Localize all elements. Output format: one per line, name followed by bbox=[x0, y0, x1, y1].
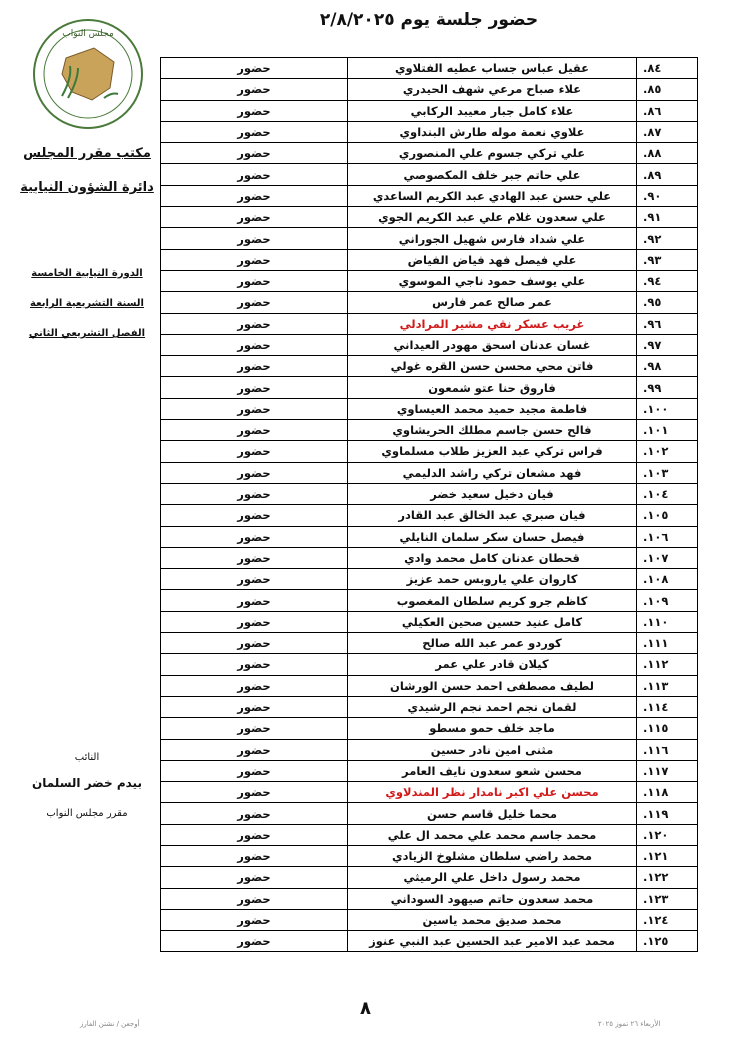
row-number: ٨٥. bbox=[637, 79, 698, 100]
table-row bbox=[161, 760, 698, 781]
attendance-status: حضور bbox=[161, 398, 348, 419]
member-name: علي حسن عبد الهادي عبد الكريم الساعدي bbox=[348, 185, 637, 206]
table-row bbox=[161, 228, 698, 249]
member-name: فهد مشعان تركي راشد الدليمي bbox=[348, 462, 637, 483]
row-number: ٩٦. bbox=[637, 313, 698, 334]
member-name: محمد جاسم محمد علي محمد ال علي bbox=[348, 824, 637, 845]
table-row bbox=[161, 569, 698, 590]
row-number: ١٠٤. bbox=[637, 483, 698, 504]
member-name: قحطان عدنان كامل محمد وادي bbox=[348, 547, 637, 568]
attendance-status: حضور bbox=[161, 505, 348, 526]
table-row bbox=[161, 58, 698, 79]
attendance-status: حضور bbox=[161, 228, 348, 249]
member-name: فراس تركي عبد العزيز طلاب مسلماوي bbox=[348, 441, 637, 462]
table-row bbox=[161, 143, 698, 164]
member-name: فالح حسن جاسم مطلك الحريشاوي bbox=[348, 420, 637, 441]
signer-role: مقرر مجلس النواب bbox=[46, 808, 128, 819]
row-number: ٩٢. bbox=[637, 228, 698, 249]
row-number: ١٠٥. bbox=[637, 505, 698, 526]
attendance-status: حضور bbox=[161, 526, 348, 547]
attendance-status: حضور bbox=[161, 100, 348, 121]
footer-date: الأربعاء ٢٦ تموز ٢٠٢٥ bbox=[598, 1020, 661, 1028]
attendance-status: حضور bbox=[161, 718, 348, 739]
member-name: غريب عسكر نقي مشير المرادلي bbox=[348, 313, 637, 334]
row-number: ٩٧. bbox=[637, 334, 698, 355]
member-name: كيلان قادر علي عمر bbox=[348, 654, 637, 675]
member-name: علي فيصل فهد فياض الفياض bbox=[348, 249, 637, 270]
member-name: عقيل عباس جساب عطيه الفتلاوي bbox=[348, 58, 637, 79]
table-row bbox=[161, 654, 698, 675]
row-number: ٩٨. bbox=[637, 356, 698, 377]
row-number: ١١٠. bbox=[637, 611, 698, 632]
table-row bbox=[161, 888, 698, 909]
row-number: ٨٦. bbox=[637, 100, 698, 121]
member-name: فاطمة مجيد حميد محمد العيساوي bbox=[348, 398, 637, 419]
row-number: ١٠٣. bbox=[637, 462, 698, 483]
logo-text: مجلس النواب bbox=[62, 29, 114, 39]
attendance-status: حضور bbox=[161, 824, 348, 845]
row-number: ٩٥. bbox=[637, 292, 698, 313]
row-number: ١٢٥. bbox=[637, 931, 698, 952]
row-number: ١٠٠. bbox=[637, 398, 698, 419]
table-row bbox=[161, 441, 698, 462]
signer-name: بيدم خضر السلمان bbox=[32, 776, 142, 790]
attendance-status: حضور bbox=[161, 760, 348, 781]
table-row bbox=[161, 909, 698, 930]
table-row bbox=[161, 526, 698, 547]
member-name: علاء كامل جبار معيبد الركابي bbox=[348, 100, 637, 121]
table-row bbox=[161, 931, 698, 952]
row-number: ٩٠. bbox=[637, 185, 698, 206]
attendance-status: حضور bbox=[161, 249, 348, 270]
member-name: محمد رسول داخل علي الرميثي bbox=[348, 867, 637, 888]
row-number: ١١٩. bbox=[637, 803, 698, 824]
attendance-status: حضور bbox=[161, 313, 348, 334]
table-row bbox=[161, 207, 698, 228]
row-number: ٨٩. bbox=[637, 164, 698, 185]
table-row bbox=[161, 185, 698, 206]
member-name: غسان عدنان اسحق مهودر العيداني bbox=[348, 334, 637, 355]
member-name: علاوي نعمة موله طارش البنداوي bbox=[348, 121, 637, 142]
attendance-status: حضور bbox=[161, 803, 348, 824]
member-name: فيان صبري عبد الخالق عبد القادر bbox=[348, 505, 637, 526]
table-row bbox=[161, 739, 698, 760]
table-row bbox=[161, 249, 698, 270]
table-row bbox=[161, 121, 698, 142]
row-number: ١١٤. bbox=[637, 696, 698, 717]
table-row bbox=[161, 611, 698, 632]
deputy-label: النائب bbox=[74, 752, 100, 763]
table-row bbox=[161, 292, 698, 313]
attendance-status: حضور bbox=[161, 547, 348, 568]
row-number: ١١١. bbox=[637, 633, 698, 654]
attendance-table bbox=[160, 57, 698, 952]
member-name: محسن شعو سعدون نايف العامر bbox=[348, 760, 637, 781]
member-name: محسن علي اكبر نامدار نظر المندلاوي bbox=[348, 782, 637, 803]
attendance-status: حضور bbox=[161, 909, 348, 930]
member-name: لطيف مصطفى احمد حسن الورشان bbox=[348, 675, 637, 696]
footer-note: أوجعن / نشتن الفارز bbox=[80, 1020, 140, 1028]
row-number: ١٢٠. bbox=[637, 824, 698, 845]
row-number: ١٠٧. bbox=[637, 547, 698, 568]
attendance-status: حضور bbox=[161, 58, 348, 79]
table-row bbox=[161, 633, 698, 654]
table-row bbox=[161, 356, 698, 377]
attendance-status: حضور bbox=[161, 441, 348, 462]
member-name: علاء صباح مرعي شهف الحيدري bbox=[348, 79, 637, 100]
member-name: فيان دخيل سعيد خضر bbox=[348, 483, 637, 504]
table-row bbox=[161, 483, 698, 504]
attendance-status: حضور bbox=[161, 143, 348, 164]
table-row bbox=[161, 377, 698, 398]
table-row bbox=[161, 867, 698, 888]
attendance-status: حضور bbox=[161, 654, 348, 675]
attendance-status: حضور bbox=[161, 569, 348, 590]
row-number: ١٢٤. bbox=[637, 909, 698, 930]
attendance-status: حضور bbox=[161, 696, 348, 717]
row-number: ١٠٢. bbox=[637, 441, 698, 462]
row-number: ١٠٦. bbox=[637, 526, 698, 547]
row-number: ١١٢. bbox=[637, 654, 698, 675]
table-row bbox=[161, 313, 698, 334]
department-heading: دائرة الشؤون النيابية bbox=[20, 180, 154, 195]
attendance-status: حضور bbox=[161, 79, 348, 100]
row-number: ٩١. bbox=[637, 207, 698, 228]
parliament-logo bbox=[32, 18, 144, 130]
member-name: فاتن محي محسن حسن القره غولي bbox=[348, 356, 637, 377]
member-name: كاظم جرو كريم سلطان المغصوب bbox=[348, 590, 637, 611]
page-number: ٨ bbox=[360, 998, 371, 1019]
member-name: محمد عبد الامير عبد الحسين عبد النبي عنوز bbox=[348, 931, 637, 952]
member-name: ماجد خلف حمو مسطو bbox=[348, 718, 637, 739]
session-year: السنة التشريعية الرابعة bbox=[30, 298, 144, 309]
member-name: كاروان علي ياروبس حمد عزيز bbox=[348, 569, 637, 590]
row-number: ١١٣. bbox=[637, 675, 698, 696]
table-row bbox=[161, 334, 698, 355]
attendance-status: حضور bbox=[161, 270, 348, 291]
row-number: ١١٧. bbox=[637, 760, 698, 781]
member-name: مثنى امين نادر حسين bbox=[348, 739, 637, 760]
row-number: ٩٤. bbox=[637, 270, 698, 291]
attendance-status: حضور bbox=[161, 420, 348, 441]
table-row bbox=[161, 824, 698, 845]
member-name: علي حاتم جبر خلف المكصوصي bbox=[348, 164, 637, 185]
table-row bbox=[161, 718, 698, 739]
table-row bbox=[161, 547, 698, 568]
row-number: ١١٦. bbox=[637, 739, 698, 760]
table-row bbox=[161, 420, 698, 441]
table-row bbox=[161, 164, 698, 185]
member-name: عمر صالح عمر فارس bbox=[348, 292, 637, 313]
table-row bbox=[161, 505, 698, 526]
table-row bbox=[161, 270, 698, 291]
table-row bbox=[161, 100, 698, 121]
row-number: ٩٩. bbox=[637, 377, 698, 398]
member-name: علي شداد فارس شهيل الجوراني bbox=[348, 228, 637, 249]
row-number: ١١٥. bbox=[637, 718, 698, 739]
member-name: كامل عنيد حسين صحين العكيلي bbox=[348, 611, 637, 632]
row-number: ١٠١. bbox=[637, 420, 698, 441]
attendance-status: حضور bbox=[161, 462, 348, 483]
row-number: ١١٨. bbox=[637, 782, 698, 803]
attendance-status: حضور bbox=[161, 483, 348, 504]
table-row bbox=[161, 462, 698, 483]
member-name: محمد راضي سلطان مشلوخ الزيادي bbox=[348, 845, 637, 866]
row-number: ١٢٣. bbox=[637, 888, 698, 909]
attendance-status: حضور bbox=[161, 356, 348, 377]
page-title: حضور جلسة يوم ٢/٨/٢٠٢٥ bbox=[319, 10, 539, 30]
row-number: ١٠٩. bbox=[637, 590, 698, 611]
row-number: ١٢٢. bbox=[637, 867, 698, 888]
table-row bbox=[161, 696, 698, 717]
table-row bbox=[161, 845, 698, 866]
member-name: فاروق حنا عتو شمعون bbox=[348, 377, 637, 398]
attendance-status: حضور bbox=[161, 292, 348, 313]
row-number: ١٠٨. bbox=[637, 569, 698, 590]
attendance-status: حضور bbox=[161, 633, 348, 654]
attendance-status: حضور bbox=[161, 590, 348, 611]
table-row bbox=[161, 398, 698, 419]
attendance-status: حضور bbox=[161, 121, 348, 142]
office-heading: مكتب مقرر المجلس bbox=[23, 146, 151, 161]
attendance-status: حضور bbox=[161, 185, 348, 206]
row-number: ٨٤. bbox=[637, 58, 698, 79]
row-number: ٨٨. bbox=[637, 143, 698, 164]
attendance-status: حضور bbox=[161, 334, 348, 355]
row-number: ٨٧. bbox=[637, 121, 698, 142]
attendance-status: حضور bbox=[161, 675, 348, 696]
table-row bbox=[161, 675, 698, 696]
table-row bbox=[161, 782, 698, 803]
table-row bbox=[161, 79, 698, 100]
row-number: ٩٣. bbox=[637, 249, 698, 270]
attendance-status: حضور bbox=[161, 207, 348, 228]
member-name: فيصل حسان سكر سلمان النايلي bbox=[348, 526, 637, 547]
member-name: كوردو عمر عبد الله صالح bbox=[348, 633, 637, 654]
session-chapter: الفصل التشريعي الثاني bbox=[28, 328, 146, 339]
member-name: لقمان نجم احمد نجم الرشيدي bbox=[348, 696, 637, 717]
member-name: محمد سعدون حاتم صيهود السوداني bbox=[348, 888, 637, 909]
table-row bbox=[161, 803, 698, 824]
member-name: علي سعدون غلام علي عبد الكريم الجوي bbox=[348, 207, 637, 228]
member-name: محمد صديق محمد ياسين bbox=[348, 909, 637, 930]
attendance-status: حضور bbox=[161, 782, 348, 803]
member-name: علي تركي جسوم علي المنصوري bbox=[348, 143, 637, 164]
session-term: الدورة النيابية الخامسة bbox=[31, 268, 143, 279]
attendance-status: حضور bbox=[161, 164, 348, 185]
member-name: علي يوسف حمود ناجي الموسوي bbox=[348, 270, 637, 291]
attendance-status: حضور bbox=[161, 845, 348, 866]
table-row bbox=[161, 590, 698, 611]
member-name: محما خليل قاسم حسن bbox=[348, 803, 637, 824]
attendance-status: حضور bbox=[161, 377, 348, 398]
attendance-status: حضور bbox=[161, 739, 348, 760]
attendance-status: حضور bbox=[161, 888, 348, 909]
attendance-status: حضور bbox=[161, 867, 348, 888]
row-number: ١٢١. bbox=[637, 845, 698, 866]
attendance-status: حضور bbox=[161, 931, 348, 952]
attendance-status: حضور bbox=[161, 611, 348, 632]
